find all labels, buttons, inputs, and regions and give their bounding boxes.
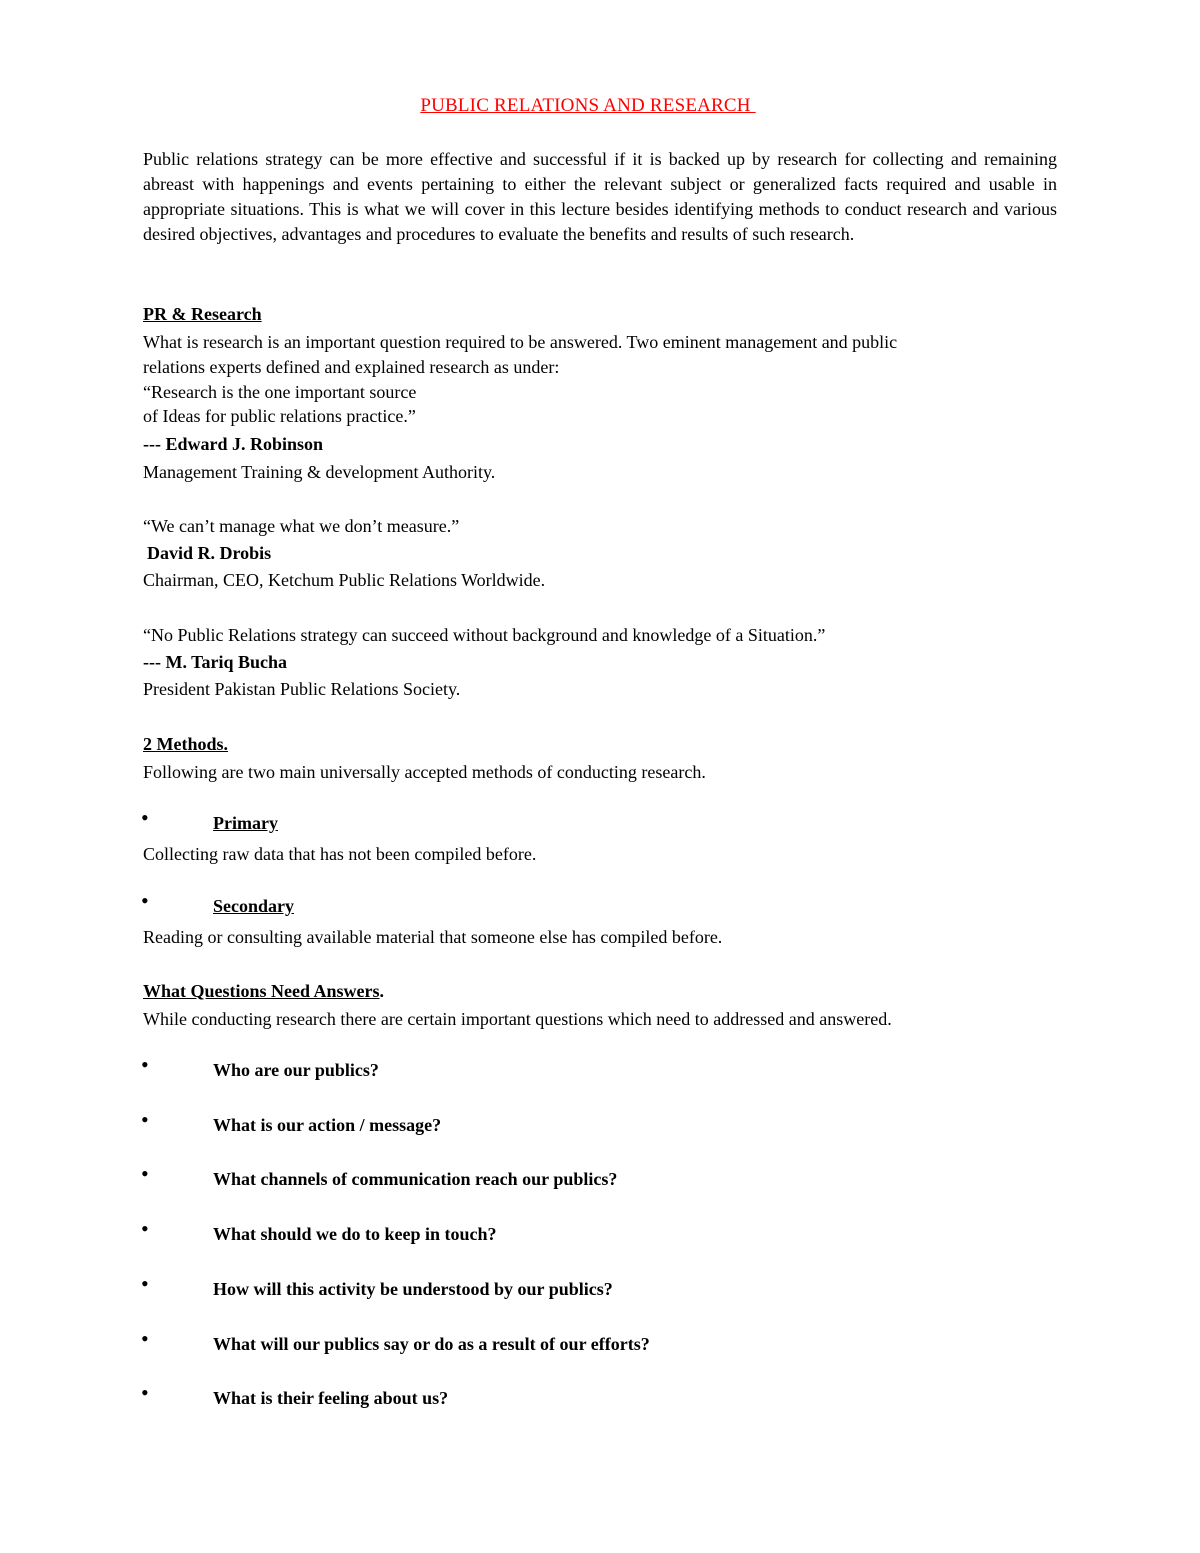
bullet-icon: • (141, 1107, 149, 1132)
bullet-icon: • (141, 805, 149, 830)
bullet-icon: • (141, 1161, 149, 1186)
bullet-icon: • (141, 1271, 149, 1296)
question-item: Who are our publics? (213, 1060, 379, 1080)
method-secondary-label: Secondary (213, 896, 294, 916)
methods-intro: Following are two main universally accepted methods of conducting research. (143, 762, 706, 782)
bullet-icon: • (141, 888, 149, 913)
bullet-icon: • (141, 1216, 149, 1241)
quote1-author: --- Edward J. Robinson (143, 434, 324, 454)
quote1-author-title: Management Training & development Authority. (143, 462, 496, 482)
question-item: What should we do to keep in touch? (213, 1224, 497, 1244)
questions-heading-period: . (379, 981, 385, 1001)
questions-heading (143, 979, 384, 1003)
quote2-text: “We can’t manage what we don’t measure.” (143, 516, 460, 536)
question-item: How will this activity be understood by our publics? (213, 1279, 613, 1299)
quote3-text: “No Public Relations strategy can succeed without background and knowledge of a Situation.” (143, 625, 826, 645)
intro-paragraph: Public relations strategy can be more effective and successful if it is backed up by research for collecting and remaining abreast with happenings and events pertaining to either the relevant subject or generalized facts required and usable in appropriate situations. This is what we will cover in this lecture besides identifying methods to conduct research and various desired objectives, advantages and procedures to evaluate the benefits and results of such research. (143, 149, 1057, 244)
quote3-author-title: President Pakistan Public Relations Society. (143, 679, 461, 699)
quote2-author: David R. Drobis (147, 543, 272, 563)
method-primary-desc: Collecting raw data that has not been compiled before. (143, 844, 537, 864)
method-primary-label: Primary (213, 813, 278, 833)
questions-intro: While conducting research there are certain important questions which need to addressed and answered. (143, 1009, 892, 1029)
quote1-line2: of Ideas for public relations practice.” (143, 406, 416, 426)
quote3-author: --- M. Tariq Bucha (143, 652, 288, 672)
question-item: What channels of communication reach our publics? (213, 1169, 618, 1189)
quote2-author-title: Chairman, CEO, Ketchum Public Relations Worldwide. (143, 570, 546, 590)
pr-research-heading: PR & Research (143, 304, 262, 324)
pr-research-line1: What is research is an important question required to be answered. Two eminent management and public (143, 332, 898, 352)
document-title: PUBLIC RELATIONS AND RESEARCH (420, 95, 756, 116)
methods-heading: 2 Methods. (143, 734, 228, 754)
bullet-icon: • (141, 1380, 149, 1405)
question-item: What is their feeling about us? (213, 1388, 449, 1408)
question-item: What is our action / message? (213, 1115, 442, 1135)
question-item: What will our publics say or do as a result of our efforts? (213, 1334, 650, 1354)
quote1-line1: “Research is the one important source (143, 382, 417, 402)
bullet-icon: • (141, 1052, 149, 1077)
pr-research-line2: relations experts defined and explained research as under: (143, 357, 560, 377)
questions-heading-text: What Questions Need Answers (143, 981, 380, 1001)
method-secondary-desc: Reading or consulting available material that someone else has compiled before. (143, 927, 723, 947)
bullet-icon: • (141, 1326, 149, 1351)
